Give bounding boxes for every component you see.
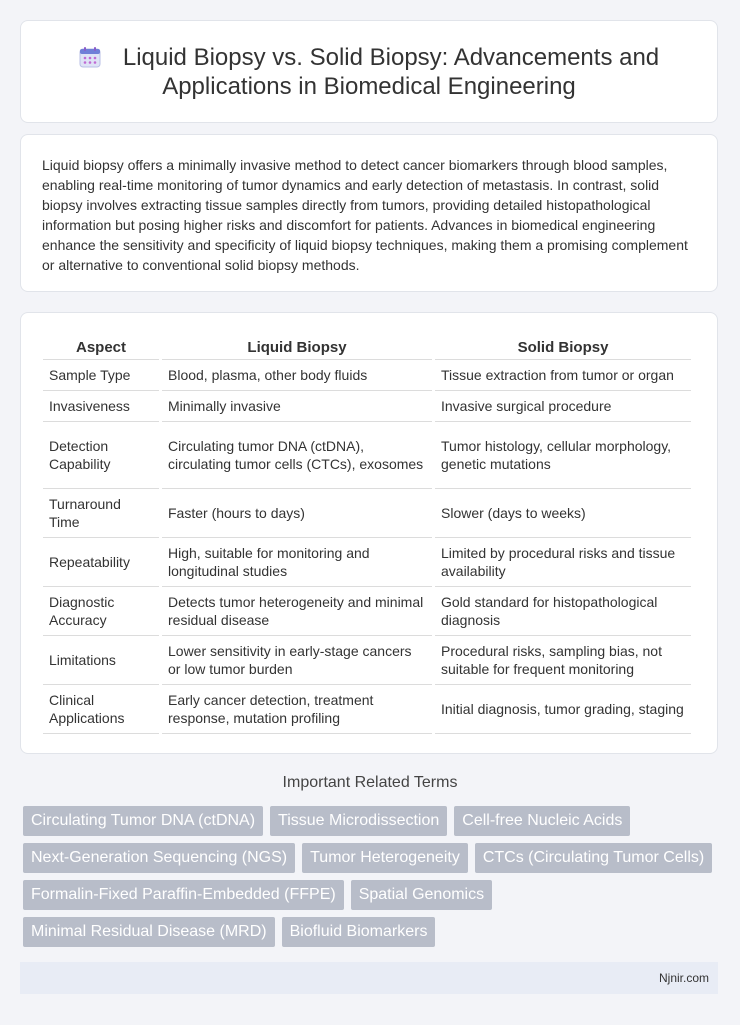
intro-paragraph: Liquid biopsy offers a minimally invasive method to detect cancer biomarkers through blood samples, enabling real-time monitoring of tumor dynamics and early detection of metastasis. In contrast, solid biopsy involves extracting tissue samples directly from tumors, providing detailed histopathological information but posing higher risks and discomfort for patients. Advances in biomedical engineering enhance the sensitivity and specificity of liquid biopsy techniques, making them a promising complement or alternative to conventional solid biopsy methods. xyxy=(42,157,688,273)
cell-liquid: Circulating tumor DNA (ctDNA), circulating tumor cells (CTCs), exosomes xyxy=(162,422,432,489)
cell-liquid: Blood, plasma, other body fluids xyxy=(162,360,432,391)
header-aspect: Aspect xyxy=(43,333,159,360)
cell-aspect: Invasiveness xyxy=(43,391,159,422)
comparison-table-card xyxy=(20,312,718,754)
page-title: Liquid Biopsy vs. Solid Biopsy: Advancements and Applications in Biomedical Engineering xyxy=(122,43,660,100)
related-terms-heading: Important Related Terms xyxy=(282,774,458,791)
title-card xyxy=(20,20,718,123)
comparison-table xyxy=(40,333,694,734)
term-tag[interactable]: Minimal Residual Disease (MRD) xyxy=(23,917,275,947)
table-row xyxy=(43,422,691,489)
cell-aspect: Repeatability xyxy=(43,538,159,587)
term-tag[interactable]: Circulating Tumor DNA (ctDNA) xyxy=(23,806,263,836)
table-header-row xyxy=(43,333,691,360)
term-tag[interactable]: Cell-free Nucleic Acids xyxy=(454,806,630,836)
cell-aspect: Diagnostic Accuracy xyxy=(43,587,159,636)
cell-liquid: Faster (hours to days) xyxy=(162,489,432,538)
cell-aspect: Clinical Applications xyxy=(43,685,159,734)
term-tag[interactable]: CTCs (Circulating Tumor Cells) xyxy=(475,843,712,873)
header-liquid-biopsy: Liquid Biopsy xyxy=(162,333,432,360)
cell-solid: Initial diagnosis, tumor grading, staging xyxy=(435,685,691,734)
cell-aspect: Limitations xyxy=(43,636,159,685)
term-tag[interactable]: Spatial Genomics xyxy=(351,880,492,910)
cell-liquid: Lower sensitivity in early-stage cancers or low tumor burden xyxy=(162,636,432,685)
table-row xyxy=(43,685,691,734)
footer xyxy=(20,962,718,994)
cell-liquid: Minimally invasive xyxy=(162,391,432,422)
related-terms-list xyxy=(23,806,723,947)
term-tag[interactable]: Next-Generation Sequencing (NGS) xyxy=(23,843,295,873)
cell-solid: Gold standard for histopathological diagnosis xyxy=(435,587,691,636)
cell-solid: Procedural risks, sampling bias, not suitable for frequent monitoring xyxy=(435,636,691,685)
table-row xyxy=(43,636,691,685)
cell-liquid: High, suitable for monitoring and longitudinal studies xyxy=(162,538,432,587)
term-tag[interactable]: Formalin-Fixed Paraffin-Embedded (FFPE) xyxy=(23,880,344,910)
term-tag[interactable]: Tumor Heterogeneity xyxy=(302,843,468,873)
cell-solid: Limited by procedural risks and tissue availability xyxy=(435,538,691,587)
table-row xyxy=(43,489,691,538)
intro-card xyxy=(20,134,718,292)
cell-solid: Slower (days to weeks) xyxy=(435,489,691,538)
table-row xyxy=(43,391,691,422)
cell-solid: Tumor histology, cellular morphology, genetic mutations xyxy=(435,422,691,489)
cell-liquid: Early cancer detection, treatment response, mutation profiling xyxy=(162,685,432,734)
cell-solid: Tissue extraction from tumor or organ xyxy=(435,360,691,391)
page-title-wrap xyxy=(21,43,717,101)
calendar-icon xyxy=(79,46,101,68)
cell-aspect: Sample Type xyxy=(43,360,159,391)
term-tag[interactable]: Tissue Microdissection xyxy=(270,806,447,836)
cell-aspect: Detection Capability xyxy=(43,422,159,489)
table-row xyxy=(43,538,691,587)
term-tag[interactable]: Biofluid Biomarkers xyxy=(282,917,436,947)
cell-liquid: Detects tumor heterogeneity and minimal residual disease xyxy=(162,587,432,636)
footer-site-link[interactable]: Njnir.com xyxy=(658,971,709,985)
table-row xyxy=(43,587,691,636)
table-row xyxy=(43,360,691,391)
cell-solid: Invasive surgical procedure xyxy=(435,391,691,422)
header-solid-biopsy: Solid Biopsy xyxy=(435,333,691,360)
cell-aspect: Turnaround Time xyxy=(43,489,159,538)
